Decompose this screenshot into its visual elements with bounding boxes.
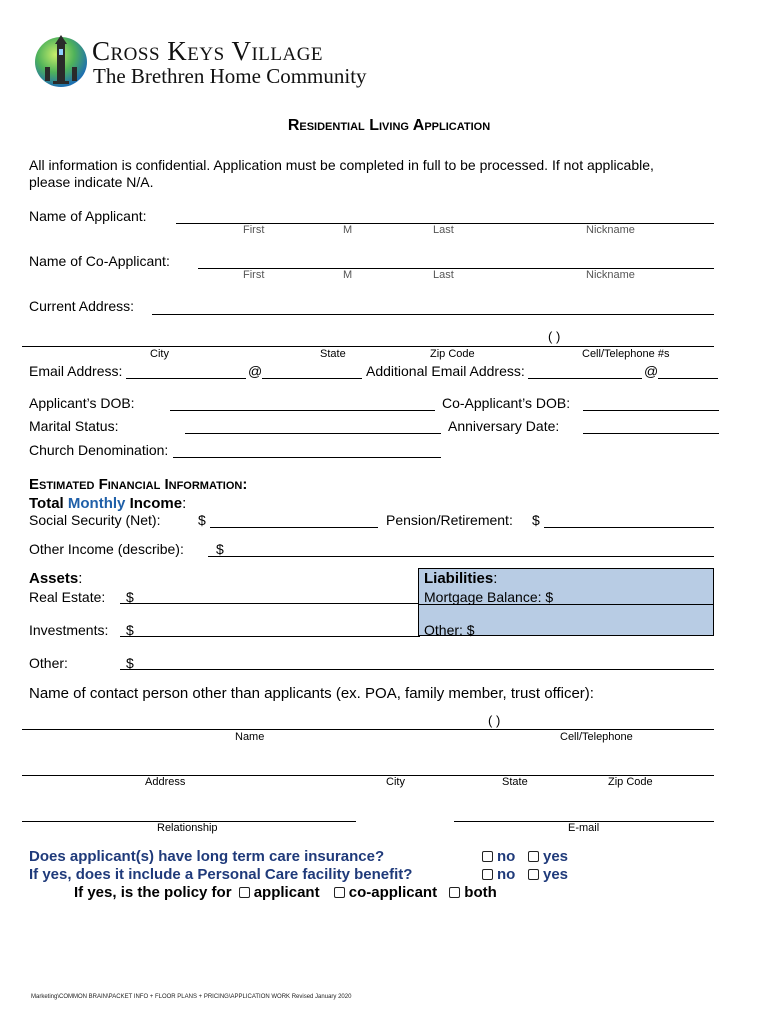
applicant-nickname-label: Nickname [586,224,635,236]
contact-cell-label: Cell/Telephone [560,731,633,743]
co-applicant-first-label: First [243,269,265,281]
email-domain-field[interactable] [262,362,362,379]
marital-status-label: Marital Status: [29,418,119,434]
current-address-field[interactable] [152,298,714,315]
additional-email-domain-field[interactable] [658,362,718,379]
marital-status-field[interactable] [185,417,441,434]
ltc-no-label: no [497,848,516,865]
address-zip-label: Zip Code [430,348,475,360]
applicant-name-field[interactable] [176,207,714,224]
checkbox-icon[interactable] [482,851,493,862]
income-total-word: Total [29,495,64,512]
income-word: Income [129,495,183,512]
pc-no-label: no [497,866,516,883]
investments-label: Investments: [29,622,109,638]
co-applicant-dob-label: Co-Applicant’s DOB: [442,395,571,411]
brand-name: Cross Keys Village [92,36,324,66]
income-colon: : [182,495,187,512]
other-income-label: Other Income (describe): [29,541,184,557]
current-address-label: Current Address: [29,298,135,314]
applicant-name-label: Name of Applicant: [29,208,147,224]
policy-applicant-option[interactable] [239,884,320,901]
co-applicant-last-label: Last [433,269,454,281]
address-state-label: State [320,348,346,360]
co-applicant-name-field[interactable] [198,252,714,269]
pc-no-option[interactable] [482,866,515,883]
footer-path: Marketing\COMMON BRAIN\PACKET INFO + FLOOR PLANS + PRICING\APPLICATION WORK Revised January 2020 [31,994,352,1000]
checkbox-icon[interactable] [239,887,250,898]
contact-name-label: Name [235,731,265,743]
applicant-dob-label: Applicant’s DOB: [29,395,135,411]
policy-both-label: both [464,884,497,901]
logo [33,33,93,89]
assets-other-field[interactable] [120,653,714,670]
social-security-label: Social Security (Net): [29,512,161,528]
contact-question: Name of contact person other than applicants (ex. POA, family member, trust officer): [29,685,594,702]
address-phone-paren: ( ) [548,329,561,344]
checkbox-icon[interactable] [528,869,539,880]
assets-other-dollar: $ [126,655,134,671]
pension-field[interactable] [544,511,714,528]
policy-applicant-label: applicant [253,884,320,901]
assets-other-label: Other: [29,655,68,671]
contact-name-phone-field[interactable] [22,713,714,730]
ltc-insurance-question: Does applicant(s) have long term care insurance? [29,848,385,865]
co-applicant-nickname-label: Nickname [586,269,635,281]
checkbox-icon[interactable] [482,869,493,880]
contact-zip-label: Zip Code [608,776,653,788]
co-applicant-dob-field[interactable] [583,394,719,411]
liabilities-heading: Liabilities: [424,570,498,587]
real-estate-dollar: $ [126,589,134,605]
real-estate-field[interactable] [120,587,420,604]
checkbox-icon[interactable] [334,887,345,898]
applicant-dob-field[interactable] [170,394,435,411]
additional-email-label: Additional Email Address: [366,363,525,379]
pension-label: Pension/Retirement: [386,512,513,528]
church-denomination-label: Church Denomination: [29,442,169,458]
pc-yes-option[interactable] [528,866,568,883]
assets-heading: Assets: [29,570,83,587]
contact-email-label: E-mail [568,822,600,834]
email-at-sign: @ [248,363,263,379]
anniversary-date-field[interactable] [583,417,719,434]
policy-question-text: If yes, is the policy for [74,884,232,901]
contact-state-label: State [502,776,528,788]
bell-tower-globe-icon [33,33,93,89]
address-cell-label: Cell/Telephone #s [582,348,670,360]
applicant-last-label: Last [433,224,454,236]
contact-email-field[interactable] [454,805,714,822]
social-security-field[interactable] [210,511,378,528]
co-applicant-m-label: M [343,269,353,281]
contact-relationship-label: Relationship [157,822,218,834]
real-estate-label: Real Estate: [29,589,106,605]
address-city-label: City [150,348,169,360]
assets-heading-text: Assets [29,570,79,587]
additional-email-at-sign: @ [644,363,659,379]
policy-co-applicant-option[interactable] [334,884,437,901]
personal-care-question: If yes, does it include a Personal Care facility benefit? [29,866,413,883]
pc-yes-label: yes [543,866,569,883]
pension-dollar: $ [532,512,540,528]
checkbox-icon[interactable] [528,851,539,862]
liabilities-heading-text: Liabilities [424,570,494,587]
policy-question [74,884,497,901]
contact-relationship-field[interactable] [22,805,356,822]
contact-phone-paren: ( ) [488,713,501,728]
ltc-no-option[interactable] [482,848,515,865]
social-security-dollar: $ [198,512,206,528]
income-monthly-word: Monthly [67,495,126,512]
intro-text-1: All information is confidential. Application must be completed in full to be processed. If not applicable, [29,157,654,173]
investments-dollar: $ [126,622,134,638]
co-applicant-name-label: Name of Co-Applicant: [29,253,170,269]
additional-email-user-field[interactable] [528,362,642,379]
intro-text-2: please indicate N/A. [29,174,154,190]
applicant-first-label: First [243,224,265,236]
financial-heading: Estimated Financial Information: [29,476,248,493]
page-title: Residential Living Application [287,117,491,134]
anniversary-date-label: Anniversary Date: [448,418,560,434]
liabilities-other-label[interactable]: Other: $ [424,622,475,638]
ltc-yes-option[interactable] [528,848,568,865]
brand-tagline: The Brethren Home Community [93,64,367,88]
policy-both-option[interactable] [449,884,496,901]
mortgage-balance-label[interactable]: Mortgage Balance: $ [424,589,554,605]
contact-address-field[interactable] [22,759,714,776]
applicant-m-label: M [343,224,353,236]
contact-address-label: Address [145,776,186,788]
church-denomination-field[interactable] [173,441,441,458]
email-label: Email Address: [29,363,123,379]
other-income-dollar: $ [216,541,224,557]
ltc-yes-label: yes [543,848,569,865]
policy-co-applicant-label: co-applicant [348,884,438,901]
checkbox-icon[interactable] [449,887,460,898]
city-state-zip-phone-field[interactable] [22,330,714,347]
investments-field[interactable] [120,620,420,637]
other-income-field[interactable] [208,540,714,557]
contact-city-label: City [386,776,405,788]
email-user-field[interactable] [126,362,246,379]
total-monthly-income-heading [29,495,186,512]
